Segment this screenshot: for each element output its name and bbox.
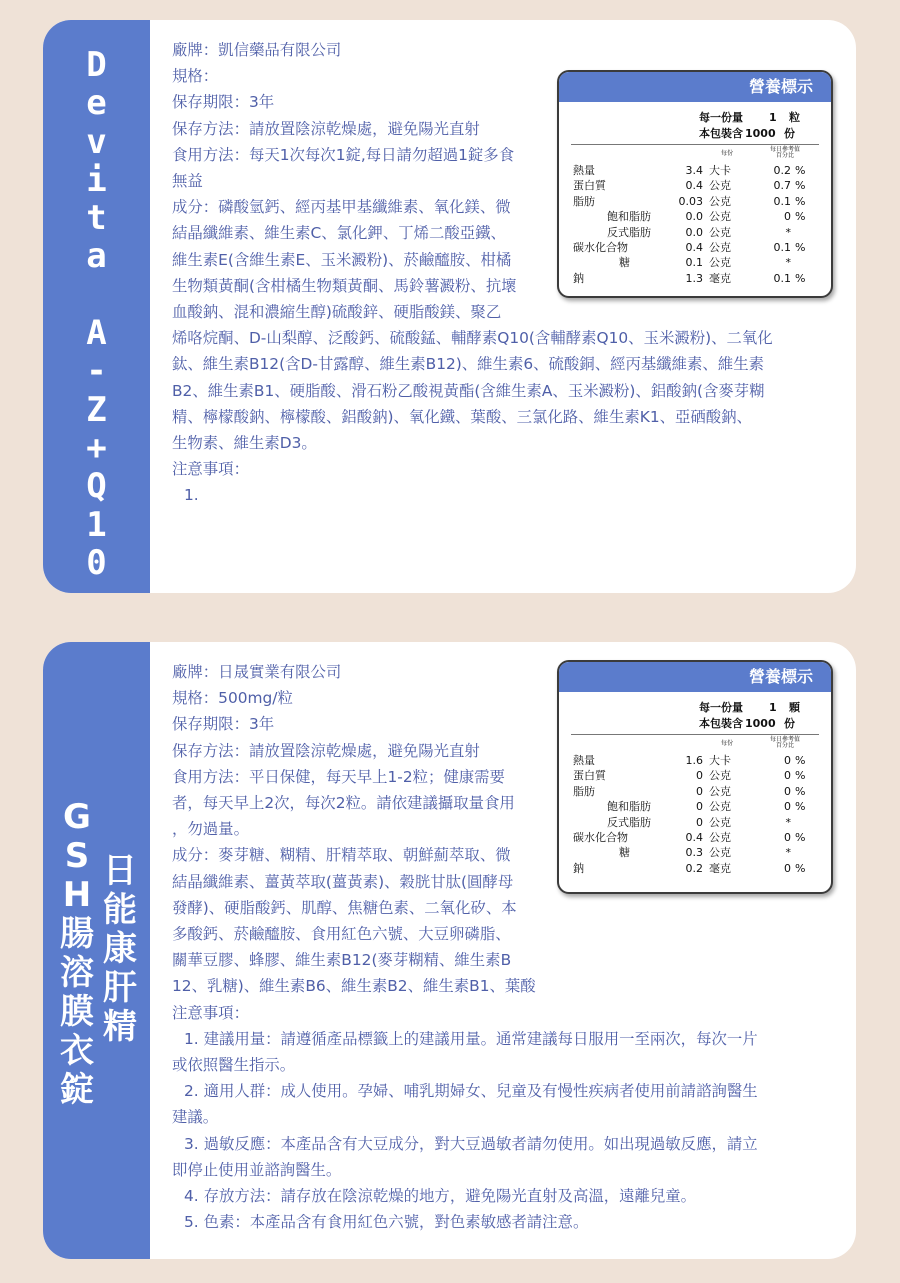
info-line: 廠牌：凱信藥品有限公司 bbox=[172, 41, 342, 59]
nutrient-name: 糖 bbox=[619, 846, 630, 860]
nutrient-name: 鈉 bbox=[573, 271, 584, 285]
nutrition-row bbox=[559, 784, 831, 799]
nutrient-dv-unit: % bbox=[795, 861, 806, 875]
info-line: 結晶纖維素、維生素C、氯化鉀、丁烯二酸亞鐵、 bbox=[172, 224, 506, 243]
nutrient-value: 0.3 bbox=[685, 846, 703, 860]
title-char: v bbox=[86, 121, 107, 162]
nutrient-dv: 0.7 bbox=[773, 179, 791, 193]
nutrient-unit: 公克 bbox=[709, 241, 731, 254]
title-char: Q bbox=[86, 466, 107, 507]
nutrient-value: 0.0 bbox=[685, 225, 703, 239]
nutrient-value: 0.4 bbox=[685, 241, 703, 254]
nutrient-value: 0.2 bbox=[685, 861, 703, 875]
serving-text: 1000 bbox=[745, 717, 776, 730]
title-char: 1 bbox=[86, 504, 107, 545]
serving-text: 1 bbox=[769, 111, 777, 124]
nutrient-unit: 公克 bbox=[709, 815, 731, 829]
nutrient-value: 0.0 bbox=[685, 210, 703, 224]
title-char: D bbox=[86, 45, 107, 85]
nutrient-unit: 公克 bbox=[709, 225, 731, 239]
product-card-devita bbox=[43, 20, 856, 593]
title-char bbox=[43, 276, 150, 314]
title-char: 肝 bbox=[103, 968, 137, 1008]
nutrition-row bbox=[559, 255, 831, 270]
nutrient-dv-unit: % bbox=[795, 271, 806, 285]
title-char: 0 bbox=[86, 542, 107, 583]
nutrition-serving-row bbox=[559, 126, 831, 141]
nutrition-row bbox=[559, 163, 831, 178]
nutrient-value: 0.03 bbox=[678, 194, 703, 208]
product-title-vertical bbox=[43, 46, 150, 582]
title-char: a bbox=[86, 236, 107, 277]
info-line: 成分：磷酸氫鈣、經丙基甲基纖維素、氧化鎂、微 bbox=[172, 198, 511, 217]
nutrient-dv: 0.1 bbox=[773, 194, 791, 208]
info-line: 多酸鈣、菸鹼醯胺、食用紅色六號、大豆卵磷脂、 bbox=[172, 925, 511, 944]
serving-text: 顆 bbox=[789, 701, 800, 714]
info-line: 2. 適用人群：成人使用。孕婦、哺乳期婦女、兒童及有慢性疾病者使用前請諮詢醫生 bbox=[184, 1082, 758, 1101]
title-char: + bbox=[86, 427, 107, 468]
nutrient-dv-unit: % bbox=[795, 784, 806, 798]
nutrient-name: 糖 bbox=[619, 256, 630, 270]
serving-text: 本包裝含 bbox=[699, 717, 743, 730]
title-char: 衣 bbox=[60, 1031, 94, 1071]
nutrient-unit: 公克 bbox=[709, 784, 731, 798]
info-line: 即停止使用並諮詢醫生。 bbox=[172, 1160, 342, 1179]
nutrition-serving-row bbox=[559, 716, 831, 731]
info-line: 結晶纖維素、薑黃萃取(薑黃素)、穀胱甘肽(圓酵母 bbox=[172, 872, 514, 891]
nutrient-unit: 公克 bbox=[709, 194, 731, 208]
nutrient-dv: 0 bbox=[784, 754, 791, 767]
info-line: 無益 bbox=[172, 172, 203, 191]
title-char: 精 bbox=[103, 1007, 137, 1047]
nutrient-value: 0.1 bbox=[685, 256, 703, 270]
info-line: 保存期限：3年 bbox=[172, 715, 275, 734]
serving-text: 每一份量 bbox=[699, 701, 743, 714]
nutrient-dv-unit: % bbox=[795, 194, 806, 208]
info-line: 規格：500mg/粒 bbox=[172, 689, 293, 708]
title-char: t bbox=[86, 198, 107, 239]
nutrition-divider bbox=[571, 144, 819, 145]
product-title-line1 bbox=[99, 852, 141, 1047]
title-char: 日 bbox=[103, 851, 137, 891]
nutrient-value: 0 bbox=[696, 815, 703, 829]
nutrient-dv-unit: % bbox=[795, 769, 806, 783]
nutrition-row bbox=[559, 799, 831, 814]
nutrient-value: 0.4 bbox=[685, 831, 703, 844]
info-line: 生物類黃酮(含柑橘生物類黃酮、馬鈴薯澱粉、抗壞 bbox=[172, 276, 517, 295]
nutrient-value: 1.6 bbox=[685, 754, 703, 767]
nutrition-title: 營養標示 bbox=[559, 72, 831, 102]
info-line: 鈦、維生素B12(含D-甘露醇、維生素B12)、維生素6、硫酸銅、經丙基纖維素、維生素 bbox=[172, 355, 764, 374]
nutrient-dv-unit: % bbox=[795, 179, 806, 193]
info-line: 規格： bbox=[172, 67, 219, 86]
nutrition-label bbox=[557, 70, 833, 298]
serving-text: 1000 bbox=[745, 127, 776, 140]
info-line: 保存方法：請放置陰涼乾燥處，避免陽光直射 bbox=[172, 741, 480, 760]
nutrient-unit: 公克 bbox=[709, 831, 731, 844]
info-line: 發酵)、硬脂酸鈣、肌醇、焦糖色素、二氧化矽、本 bbox=[172, 898, 517, 917]
nutrient-dv: 0 bbox=[784, 800, 791, 814]
title-char: 康 bbox=[103, 929, 137, 969]
nutrient-unit: 公克 bbox=[709, 846, 731, 860]
info-line: 保存方法：請放置陰涼乾燥處，避免陽光直射 bbox=[172, 119, 480, 138]
info-line: 者，每天早上2次，每次2粒。請依建議攝取量食用 bbox=[172, 794, 515, 813]
title-char: S bbox=[64, 836, 90, 876]
nutrient-unit: 公克 bbox=[709, 210, 731, 224]
nutrient-dv: * bbox=[785, 846, 791, 860]
nutrient-value: 0 bbox=[696, 784, 703, 798]
nutrient-name: 碳水化合物 bbox=[573, 241, 628, 254]
info-line: 關華豆膠、蜂膠、維生素B12(麥芽糊精、維生素B bbox=[172, 951, 512, 970]
nutrient-dv: 0 bbox=[784, 831, 791, 844]
info-line: 1. bbox=[184, 486, 199, 505]
nutrient-dv-unit: % bbox=[795, 831, 806, 844]
info-line: 精、檸檬酸鈉、檸檬酸、鋁酸鈉)、氧化鐵、葉酸、三氯化路、維生素K1、亞硒酸鈉、 bbox=[172, 407, 752, 426]
info-line: 建議。 bbox=[172, 1108, 219, 1127]
nutrition-row bbox=[559, 194, 831, 209]
serving-text: 本包裝含 bbox=[699, 127, 743, 140]
title-char: H bbox=[62, 875, 92, 915]
nutrient-name: 飽和脂肪 bbox=[607, 800, 651, 814]
serving-text: 份 bbox=[784, 127, 795, 140]
title-char: 錠 bbox=[60, 1070, 94, 1110]
nutrition-row bbox=[559, 753, 831, 768]
nutrient-value: 1.3 bbox=[685, 271, 703, 285]
nutrient-unit: 毫克 bbox=[709, 271, 731, 285]
nutrition-row bbox=[559, 209, 831, 224]
title-char: 腸 bbox=[60, 914, 94, 954]
col-per-serving: 每份 bbox=[721, 150, 734, 157]
serving-text: 1 bbox=[769, 701, 777, 714]
nutrition-row bbox=[559, 845, 831, 860]
info-line: 注意事項： bbox=[172, 1003, 249, 1022]
nutrient-dv: 0.1 bbox=[773, 241, 791, 254]
nutrition-row bbox=[559, 225, 831, 240]
nutrient-unit: 公克 bbox=[709, 769, 731, 783]
nutrient-unit: 公克 bbox=[709, 256, 731, 270]
product-title-line2 bbox=[56, 798, 98, 1110]
nutrition-row bbox=[559, 768, 831, 783]
nutrition-serving-row bbox=[559, 700, 831, 715]
nutrient-value: 0.4 bbox=[685, 179, 703, 193]
nutrient-value: 0 bbox=[696, 769, 703, 783]
info-line: 3. 過敏反應：本產品含有大豆成分，對大豆過敏者請勿使用。如出現過敏反應，請立 bbox=[184, 1134, 758, 1153]
info-line: 廠牌：日晟實業有限公司 bbox=[172, 663, 342, 681]
info-line: 或依照醫生指示。 bbox=[172, 1056, 296, 1075]
info-line: 12、乳糖)、維生素B6、維生素B2、維生素B1、葉酸 bbox=[172, 977, 536, 996]
nutrient-name: 脂肪 bbox=[573, 194, 595, 208]
nutrient-dv: 0 bbox=[784, 861, 791, 875]
info-line: 烯咯烷酮、D-山梨醇、泛酸鈣、硫酸錳、輔酵素Q10(含輔酵素Q10、玉米澱粉)、二氧化 bbox=[172, 329, 773, 348]
nutrition-row bbox=[559, 240, 831, 255]
nutrient-dv: * bbox=[785, 256, 791, 270]
title-char: 溶 bbox=[60, 953, 94, 993]
nutrient-name: 脂肪 bbox=[573, 784, 595, 798]
title-char: 膜 bbox=[60, 992, 94, 1032]
nutrient-unit: 毫克 bbox=[709, 861, 731, 875]
nutrient-value: 3.4 bbox=[685, 164, 703, 177]
title-char: G bbox=[63, 797, 91, 837]
nutrient-dv: 0 bbox=[784, 769, 791, 783]
product-title-sidebar bbox=[43, 20, 150, 593]
nutrient-dv: 0 bbox=[784, 784, 791, 798]
nutrition-serving-row bbox=[559, 110, 831, 125]
nutrient-dv-unit: % bbox=[795, 210, 806, 224]
nutrient-name: 反式脂肪 bbox=[607, 225, 651, 239]
col-daily-value: 每日參考值百分比 bbox=[769, 146, 800, 159]
info-line: 生物素、維生素D3。 bbox=[172, 434, 317, 453]
nutrient-name: 反式脂肪 bbox=[607, 815, 651, 829]
nutrient-name: 蛋白質 bbox=[573, 769, 606, 783]
info-line: ，勿過量。 bbox=[172, 820, 249, 839]
col-daily-value: 每日參考值百分比 bbox=[769, 736, 800, 749]
nutrition-row bbox=[559, 178, 831, 193]
nutrient-dv-unit: % bbox=[795, 164, 806, 177]
info-line: 食用方法：每天1次每次1錠,每日請勿超過1錠多食 bbox=[172, 145, 515, 164]
info-line: 注意事項： bbox=[172, 460, 249, 479]
nutrient-dv-unit: % bbox=[795, 754, 806, 767]
info-line: 5. 色素：本產品含有食用紅色六號，對色素敏感者請注意。 bbox=[184, 1213, 589, 1232]
info-line: 4. 存放方法：請存放在陰涼乾燥的地方，避免陽光直射及高溫，遠離兒童。 bbox=[184, 1187, 697, 1206]
nutrient-dv-unit: % bbox=[795, 241, 806, 254]
nutrient-unit: 大卡 bbox=[709, 164, 731, 177]
nutrient-unit: 大卡 bbox=[709, 754, 731, 767]
product-title-sidebar bbox=[43, 642, 150, 1259]
nutrient-dv: * bbox=[785, 815, 791, 829]
col-per-serving: 每份 bbox=[721, 740, 734, 747]
info-line: 成分：麥芽糖、糊精、肝精萃取、朝鮮薊萃取、微 bbox=[172, 846, 511, 865]
nutrient-name: 蛋白質 bbox=[573, 179, 606, 193]
nutrition-row bbox=[559, 815, 831, 830]
serving-text: 份 bbox=[784, 717, 795, 730]
nutrition-divider bbox=[571, 734, 819, 735]
title-char: A bbox=[86, 313, 107, 354]
nutrient-dv: * bbox=[785, 225, 791, 239]
info-line: 保存期限：3年 bbox=[172, 93, 275, 112]
nutrition-row bbox=[559, 830, 831, 845]
info-line: 食用方法：平日保健，每天早上1-2粒；健康需要 bbox=[172, 767, 505, 786]
nutrient-name: 飽和脂肪 bbox=[607, 210, 651, 224]
info-line: 1. 建議用量：請遵循產品標籤上的建議用量。通常建議每日服用一至兩次，每次一片 bbox=[184, 1029, 758, 1048]
nutrient-name: 鈉 bbox=[573, 861, 584, 875]
nutrition-row bbox=[559, 271, 831, 286]
nutrition-row bbox=[559, 861, 831, 876]
nutrient-dv: 0 bbox=[784, 210, 791, 224]
nutrition-label bbox=[557, 660, 833, 894]
nutrition-title: 營養標示 bbox=[559, 662, 831, 692]
info-line: 血酸鈉、混和濃縮生醇)硫酸鋅、硬脂酸鎂、聚乙 bbox=[172, 303, 502, 322]
nutrient-name: 碳水化合物 bbox=[573, 831, 628, 844]
title-char: - bbox=[86, 351, 107, 392]
info-line: B2、維生素B1、硬脂酸、滑石粉乙酸視黃酯(含維生素A、玉米澱粉)、鋁酸鈉(含麥芽糊 bbox=[172, 381, 765, 400]
info-line: 維生素E(含維生素E、玉米澱粉)、菸鹼醯胺、柑橘 bbox=[172, 250, 512, 269]
nutrient-unit: 公克 bbox=[709, 179, 731, 193]
title-char: i bbox=[86, 159, 107, 200]
nutrient-name: 熱量 bbox=[573, 164, 595, 177]
serving-text: 每一份量 bbox=[699, 111, 743, 124]
nutrient-value: 0 bbox=[696, 800, 703, 814]
nutrient-dv: 0.1 bbox=[773, 271, 791, 285]
nutrient-name: 熱量 bbox=[573, 754, 595, 767]
title-char: e bbox=[86, 83, 107, 124]
product-card-gsh bbox=[43, 642, 856, 1259]
nutrient-dv: 0.2 bbox=[773, 164, 791, 177]
title-char: Z bbox=[86, 389, 107, 430]
serving-text: 粒 bbox=[789, 111, 800, 124]
nutrient-unit: 公克 bbox=[709, 800, 731, 814]
nutrient-dv-unit: % bbox=[795, 800, 806, 814]
title-char: 能 bbox=[103, 890, 137, 930]
